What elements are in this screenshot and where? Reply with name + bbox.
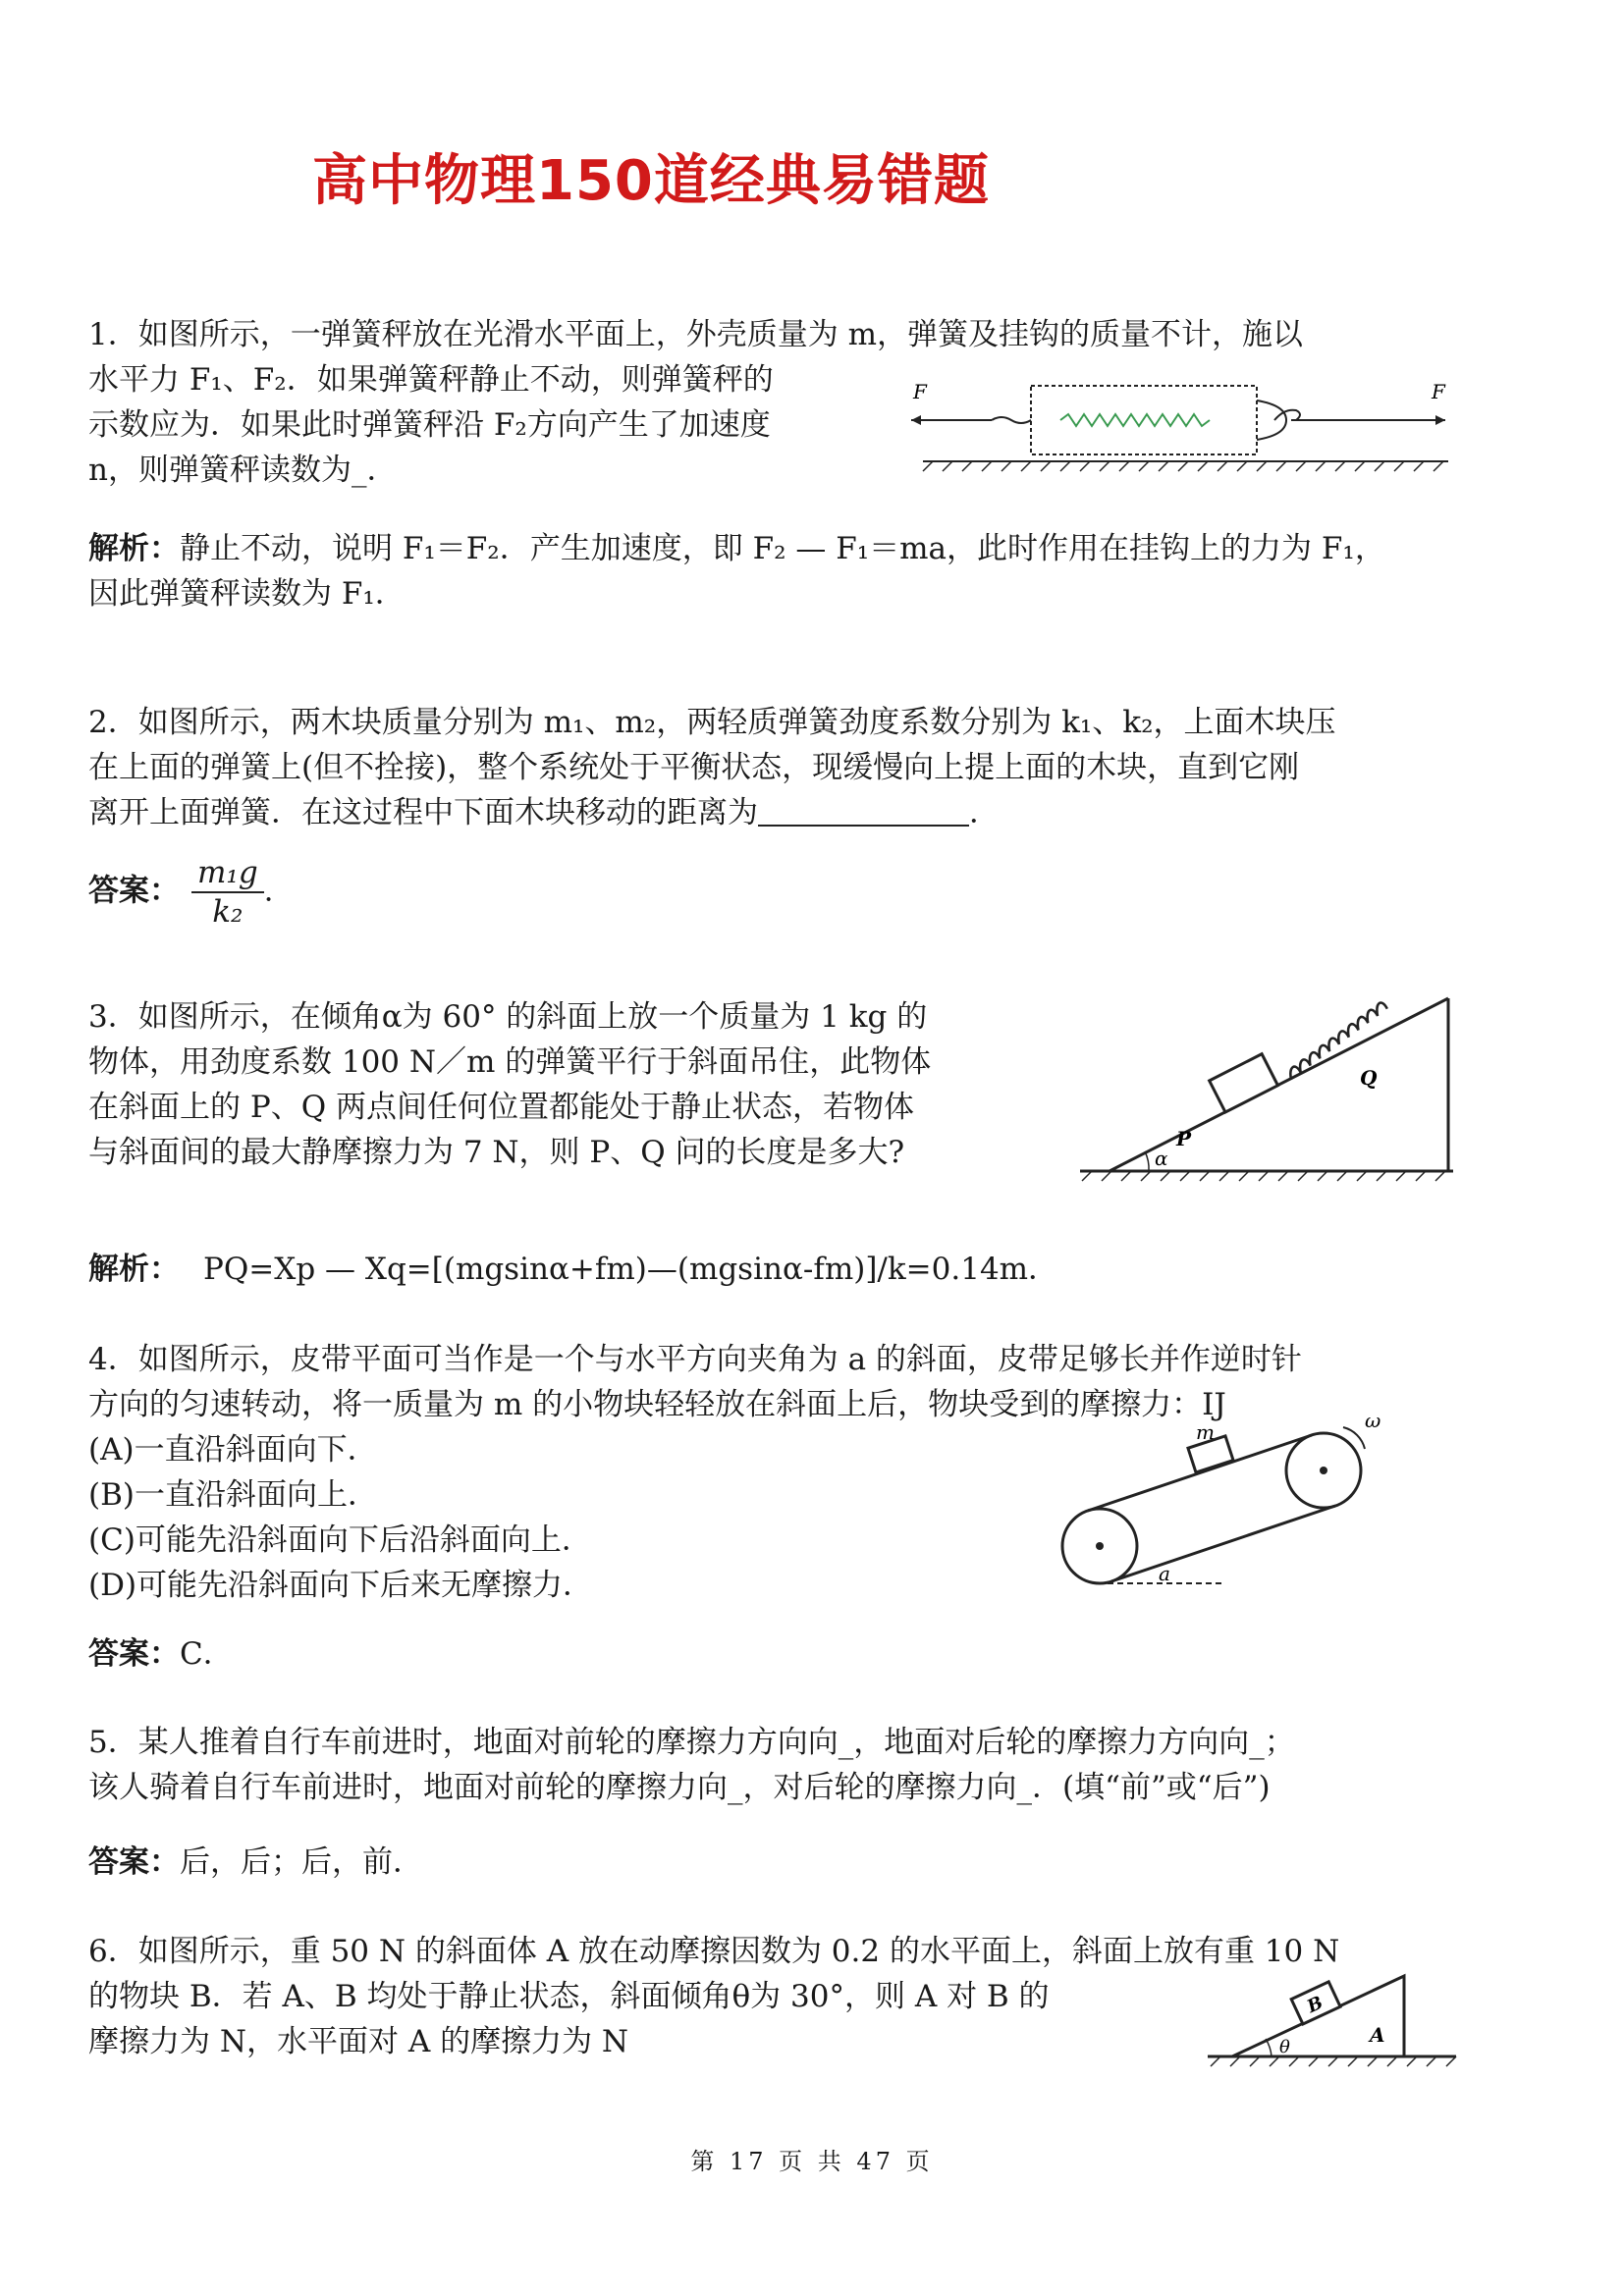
fig6-label-theta: θ [1279,2037,1290,2057]
fig4-label-omega: ω [1365,1409,1381,1432]
q4-line-2: 方向的匀速转动，将一质量为 m 的小物块轻轻放在斜面上后，物块受到的摩擦力：IJ [88,1387,1226,1422]
fig1-label-f1: F [913,380,927,403]
question-6 [88,1929,1339,2064]
q1-line-2: 水平力 F₁、F₂．如果弹簧秤静止不动，则弹簧秤的 [88,362,774,398]
q3-line-2: 物体，用劲度系数 100 N／m 的弹簧平行于斜面吊住，此物体 [88,1044,932,1080]
q4-option-b: (B)一直沿斜面向上． [88,1477,378,1513]
fig6-label-a: A [1370,2023,1385,2047]
q5-line-1: 5．某人推着自行车前进时，地面对前轮的摩擦力方向向_，地面对后轮的摩擦力方向向_； [88,1725,1295,1760]
q5-line-2: 该人骑着自行车前进时，地面对前轮的摩擦力向_，对后轮的摩擦力向_．(填“前”或“后”) [88,1770,1271,1805]
q3-analysis [88,1247,1058,1292]
q2-line-3-end: ． [969,795,1000,830]
q6-line-1: 6．如图所示，重 50 N 的斜面体 A 放在动摩擦因数为 0.2 的水平面上，斜面上放有重 10 N [88,1934,1340,1969]
incline-spring-figure [1060,987,1473,1202]
spring-scale-figure [903,371,1453,479]
q4-answer [88,1631,234,1677]
q5-answer [88,1840,423,1885]
fig4-label-m: m [1196,1420,1215,1444]
page-title: 高中物理150道经典易错题 [312,149,990,213]
question-2 [88,700,1336,835]
q2-answer-end: . [263,873,274,909]
q2-answer [88,854,274,931]
q2-line-1: 2．如图所示，两木块质量分别为 m₁、m₂，两轻质弹簧劲度系数分别为 k₁、k₂，上面木块压 [88,705,1336,740]
page-footer: 第 17 页 共 47 页 [690,2148,934,2175]
fig1-label-f2: F [1432,380,1445,403]
q3-line-4: 与斜面间的最大静摩擦力为 7 N，则 P、Q 问的长度是多大? [88,1135,905,1170]
fig6-label-b: B [1304,1992,1326,2018]
q4-option-a: (A)一直沿斜面向下． [88,1432,378,1468]
q2-answer-numerator: m₁g [191,854,264,893]
q3-analysis-text: PQ=Xp — Xq=[(mgsinα+fm)—(mgsinα-fm)]/k=0.14m． [203,1252,1059,1287]
q1-analysis-line-1: 静止不动，说明 F₁＝F₂．产生加速度，即 F₂ — F₁＝ma，此时作用在挂钩上的力为 F₁， [180,531,1385,566]
q4-option-d: (D)可能先沿斜面向下后来无摩擦力． [88,1568,594,1603]
q1-line-1: 1．如图所示，一弹簧秤放在光滑水平面上，外壳质量为 m，弹簧及挂钩的质量不计，施以 [88,317,1303,352]
q4-line-1: 4．如图所示，皮带平面可当作是一个与水平方向夹角为 a 的斜面，皮带足够长并作逆时针 [88,1342,1302,1377]
q2-line-3: 离开上面弹簧．在这过程中下面木块移动的距离为 [88,795,758,830]
q1-line-3: 示数应为．如果此时弹簧秤沿 F₂方向产生了加速度 [88,407,771,443]
q2-answer-blank [758,795,969,827]
q5-answer-label: 答案： [88,1844,180,1880]
q4-option-c: (C)可能先沿斜面向下后沿斜面向上． [88,1522,592,1558]
fig3-label-alpha: α [1155,1147,1168,1170]
q2-line-2: 在上面的弹簧上(但不拴接)，整个系统处于平衡状态，现缓慢向上提上面的木块，直到它刚 [88,750,1300,785]
question-5 [88,1720,1295,1810]
q3-analysis-label: 解析： [88,1252,180,1287]
fig4-label-a: a [1159,1562,1170,1585]
q6-line-3: 摩擦力为 N，水平面对 A 的摩擦力为 N [88,2024,629,2059]
q1-line-4: n，则弹簧秤读数为_． [88,453,398,488]
q4-answer-text: C． [180,1636,234,1672]
conveyor-belt-figure [1049,1404,1392,1590]
q2-answer-label: 答案： [88,873,180,909]
fig3-label-p: P [1176,1127,1192,1150]
q3-line-3: 在斜面上的 P、Q 两点间任何位置都能处于静止状态，若物体 [88,1090,914,1125]
q2-answer-fraction [191,854,264,931]
fig3-label-q: Q [1360,1066,1378,1090]
q1-analysis-label: 解析： [88,531,180,566]
q5-answer-text: 后，后；后，前． [180,1844,423,1880]
wedge-block-figure [1203,1968,1463,2076]
q6-line-2: 的物块 B．若 A、B 均处于静止状态，斜面倾角θ为 30°，则 A 对 B 的 [88,1979,1050,2014]
q1-analysis [88,526,1385,616]
q1-analysis-line-2: 因此弹簧秤读数为 F₁． [88,576,406,612]
q4-answer-label: 答案： [88,1636,180,1672]
question-3 [88,994,931,1175]
q2-answer-denominator: k₂ [212,894,244,930]
q3-line-1: 3．如图所示，在倾角α为 60° 的斜面上放一个质量为 1 kg 的 [88,999,928,1035]
